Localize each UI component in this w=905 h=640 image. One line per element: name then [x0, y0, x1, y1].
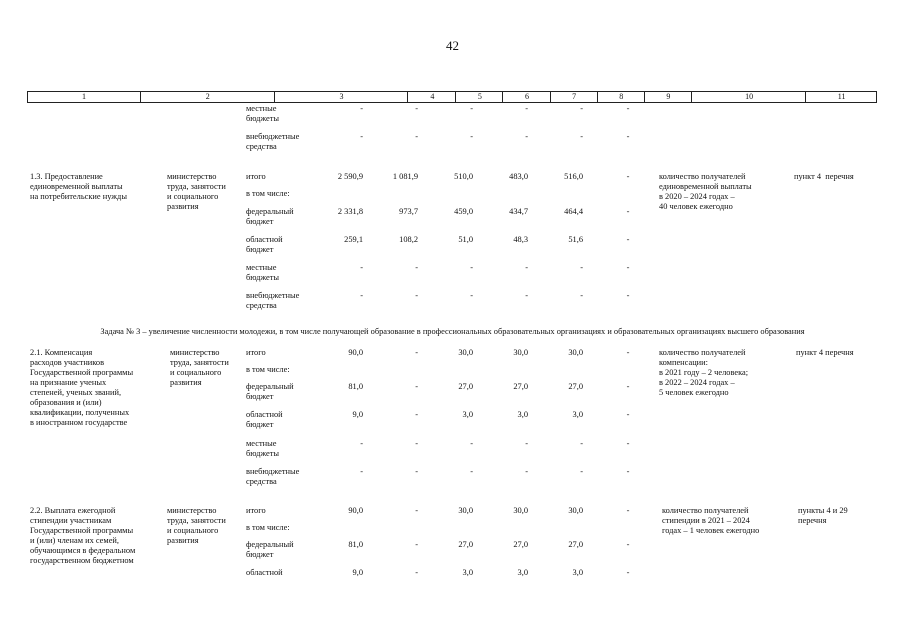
item-2-1-executor: министерство труда, занятости и социального развития	[170, 348, 229, 387]
item-2-2-row-label: областной	[246, 568, 283, 577]
item-2-1-value-col9: -	[626, 410, 630, 419]
item-2-2-value-col7: 30,0	[513, 506, 528, 515]
item-2-1-value-col9: -	[626, 348, 630, 357]
item-2-2-value-col9: -	[626, 506, 630, 515]
item-1-3-row-label: в том числе:	[246, 189, 290, 198]
column-header-2: 2	[140, 92, 275, 102]
column-header-row	[27, 91, 877, 103]
item-2-1-value-col6: 3,0	[462, 410, 473, 419]
item-2-1-row-label: в том числе:	[246, 365, 290, 374]
column-header-9: 9	[644, 92, 692, 102]
continued-value-col8: -	[580, 132, 583, 141]
item-2-1-value-col8: 27,0	[568, 382, 583, 391]
item-2-1-value-col4: 90,0	[348, 348, 363, 357]
item-1-3-value-col8: 516,0	[564, 172, 583, 181]
item-2-1-value-col5: -	[415, 348, 418, 357]
continued-value-col6: -	[470, 104, 473, 113]
item-1-3-row-label: итого	[246, 172, 266, 181]
column-header-6: 6	[502, 92, 550, 102]
item-2-1-value-col4: 81,0	[348, 382, 363, 391]
item-1-3-executor: министерство труда, занятости и социального развития	[167, 172, 226, 211]
item-2-1-value-col5: -	[415, 439, 418, 448]
item-1-3-value-col9: -	[626, 207, 630, 216]
item-1-3-value-col7: -	[525, 263, 528, 272]
item-1-3-value-col8: 51,6	[568, 235, 583, 244]
item-2-1-value-col6: 30,0	[458, 348, 473, 357]
item-1-3-value-col5: -	[415, 291, 418, 300]
item-2-2-value-col8: 27,0	[568, 540, 583, 549]
item-1-3-value-col9: -	[626, 263, 630, 272]
item-2-1-value-col4: 9,0	[352, 410, 363, 419]
item-2-1-title: 2.1. Компенсация расходов участников Государственной программы на признание ученых степеней, ученых званий, образования и (или) квалификации, полученных в иностранном государстве	[30, 348, 134, 427]
item-2-1-row-label: итого	[246, 348, 266, 357]
item-2-2-title: 2.2. Выплата ежегодной стипендии участникам Государственной программы и (или) членам их семей, обучающимся в федеральном государственном бюджетном	[30, 506, 136, 565]
item-2-1-value-col9: -	[626, 439, 630, 448]
item-2-1-value-col9: -	[626, 467, 630, 476]
item-1-3-indicator: количество получателей единовременной выплаты в 2020 – 2024 годах – 40 человек ежегодно	[659, 172, 752, 211]
item-2-1-value-col7: 30,0	[513, 348, 528, 357]
item-2-2-row-label: федеральный бюджет	[246, 540, 294, 559]
item-1-3-row-label: местные бюджеты	[246, 263, 280, 282]
item-2-1-value-col5: -	[415, 467, 418, 476]
column-header-10: 10	[691, 92, 806, 102]
item-2-2-value-col5: -	[415, 540, 418, 549]
item-2-1-value-col4: -	[360, 467, 363, 476]
item-2-1-value-col6: 27,0	[458, 382, 473, 391]
item-1-3-value-col5: 973,7	[399, 207, 418, 216]
item-1-3-value-col9: -	[626, 235, 630, 244]
item-1-3-value-col8: -	[580, 291, 583, 300]
continued-value-col8: -	[580, 104, 583, 113]
column-header-3: 3	[274, 92, 409, 102]
item-1-3-value-col5: 108,2	[399, 235, 418, 244]
continued-row-label: внебюджетные средства	[246, 132, 300, 151]
continued-value-col7: -	[525, 132, 528, 141]
item-2-1-value-col7: -	[525, 439, 528, 448]
item-2-1-value-col8: 3,0	[572, 410, 583, 419]
continued-value-col9: -	[626, 104, 630, 113]
item-2-2-value-col9: -	[626, 568, 630, 577]
item-2-1-row-label: местные бюджеты	[246, 439, 280, 458]
continued-value-col9: -	[626, 132, 630, 141]
item-1-3-row-label: федеральный бюджет	[246, 207, 294, 226]
item-1-3-value-col9: -	[626, 291, 630, 300]
item-1-3-value-col6: 51,0	[458, 235, 473, 244]
continued-value-col7: -	[525, 104, 528, 113]
item-2-1-indicator: количество получателей компенсации: в 2021 году – 2 человека; в 2022 – 2024 годах – 5 человек ежегодно	[659, 348, 749, 397]
column-header-11: 11	[805, 92, 877, 102]
item-2-2-value-col6: 30,0	[458, 506, 473, 515]
item-2-1-value-col8: -	[580, 467, 583, 476]
item-2-1-row-label: федеральный бюджет	[246, 382, 294, 401]
item-2-1-value-col5: -	[415, 410, 418, 419]
item-2-1-value-col4: -	[360, 439, 363, 448]
column-header-8: 8	[597, 92, 645, 102]
column-header-1: 1	[81, 92, 86, 101]
item-1-3-value-col4: -	[360, 263, 363, 272]
item-2-2-value-col6: 3,0	[462, 568, 473, 577]
item-1-3-value-col6: -	[470, 263, 473, 272]
item-1-3-value-col6: 510,0	[454, 172, 473, 181]
column-header-7: 7	[550, 92, 598, 102]
item-2-2-value-col7: 27,0	[513, 540, 528, 549]
continued-value-col5: -	[415, 104, 418, 113]
item-1-3-row-label: внебюджетные средства	[246, 291, 300, 310]
task-3-heading: Задача № 3 – увеличение численности молодежи, в том числе получающей образование в профессиональных образовательных организациях и образовательных организациях высшего образования	[100, 327, 805, 336]
column-header-5: 5	[455, 92, 503, 102]
item-1-3-value-col4: -	[360, 291, 363, 300]
continued-value-col5: -	[415, 132, 418, 141]
item-2-2-value-col6: 27,0	[458, 540, 473, 549]
item-2-2-value-col8: 3,0	[572, 568, 583, 577]
item-2-1-value-col6: -	[470, 467, 473, 476]
item-1-3-value-col5: 1 081,9	[392, 172, 418, 181]
item-1-3-value-col5: -	[415, 263, 418, 272]
item-2-1-value-col6: -	[470, 439, 473, 448]
item-2-2-executor: министерство труда, занятости и социального развития	[167, 506, 226, 545]
item-1-3-reference: пункт 4 перечня	[794, 172, 854, 181]
item-2-2-value-col5: -	[415, 506, 418, 515]
item-2-2-row-label: итого	[246, 506, 266, 515]
item-2-1-row-label: областной бюджет	[246, 410, 283, 429]
item-2-2-value-col4: 81,0	[348, 540, 363, 549]
item-1-3-value-col7: 48,3	[513, 235, 528, 244]
item-1-3-value-col4: 2 331,8	[337, 207, 363, 216]
item-2-1-row-label: внебюджетные средства	[246, 467, 300, 486]
item-2-2-row-label: в том числе:	[246, 523, 290, 532]
page-number: 42	[446, 38, 459, 53]
continued-row-label: местные бюджеты	[246, 104, 280, 123]
item-2-1-value-col5: -	[415, 382, 418, 391]
item-2-1-value-col7: -	[525, 467, 528, 476]
item-1-3-value-col8: 464,4	[564, 207, 583, 216]
item-1-3-value-col9: -	[626, 172, 630, 181]
item-1-3-value-col7: 434,7	[509, 207, 528, 216]
item-2-1-value-col7: 3,0	[517, 410, 528, 419]
item-2-2-reference: пункты 4 и 29 перечня	[798, 506, 848, 525]
item-1-3-value-col6: -	[470, 291, 473, 300]
item-2-2-value-col9: -	[626, 540, 630, 549]
item-1-3-row-label: областной бюджет	[246, 235, 283, 254]
item-2-2-indicator: количество получателей стипендии в 2021 – 2024 годах – 1 человек ежегодно	[662, 506, 760, 535]
item-1-3-value-col4: 259,1	[344, 235, 363, 244]
item-1-3-value-col4: 2 590,9	[337, 172, 363, 181]
item-2-1-value-col8: -	[580, 439, 583, 448]
item-1-3-value-col6: 459,0	[454, 207, 473, 216]
item-1-3-value-col7: 483,0	[509, 172, 528, 181]
item-1-3-value-col8: -	[580, 263, 583, 272]
item-2-1-value-col8: 30,0	[568, 348, 583, 357]
item-2-2-value-col7: 3,0	[517, 568, 528, 577]
column-header-4: 4	[407, 92, 456, 102]
continued-value-col6: -	[470, 132, 473, 141]
item-2-2-value-col4: 9,0	[352, 568, 363, 577]
item-2-2-value-col4: 90,0	[348, 506, 363, 515]
item-2-1-reference: пункт 4 перечня	[796, 348, 854, 357]
item-2-1-value-col7: 27,0	[513, 382, 528, 391]
continued-value-col4: -	[360, 132, 363, 141]
continued-value-col4: -	[360, 104, 363, 113]
item-2-2-value-col5: -	[415, 568, 418, 577]
item-1-3-title: 1.3. Предоставление единовременной выплаты на потребительские нужды	[30, 172, 127, 201]
item-2-1-value-col9: -	[626, 382, 630, 391]
item-2-2-value-col8: 30,0	[568, 506, 583, 515]
item-1-3-value-col7: -	[525, 291, 528, 300]
